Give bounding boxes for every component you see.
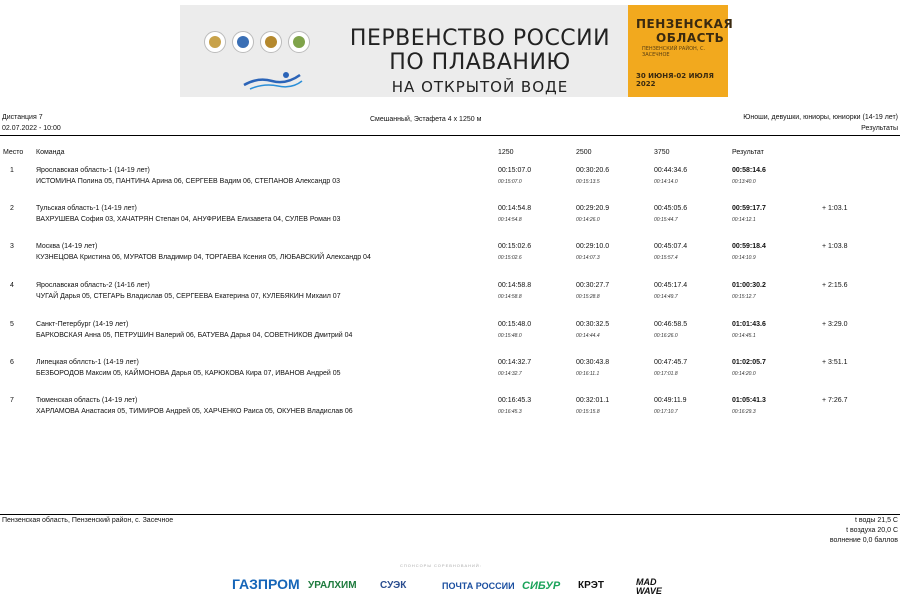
time-behind: + 3:29.0 [822, 321, 848, 328]
region-crest-icon [260, 31, 282, 53]
final-result: 01:02:05.7 [732, 359, 766, 366]
split-2500: 00:30:43.8 [576, 359, 610, 366]
time-behind: + 1:03.8 [822, 243, 848, 250]
col-split-3750: 3750 [654, 149, 670, 156]
leg-time-4: 00:14:10.9 [732, 255, 756, 261]
footer-divider [0, 514, 900, 515]
final-result: 01:00:30.2 [732, 282, 766, 289]
col-split-2500: 2500 [576, 149, 592, 156]
event-name: Смешанный, Эстафета 4 x 1250 м [370, 116, 482, 123]
leg-time-1: 00:14:54.8 [498, 217, 522, 223]
col-team: Команда [36, 149, 65, 156]
result-row [0, 166, 900, 198]
leg-time-4: 00:14:12.1 [732, 217, 756, 223]
result-row [0, 204, 900, 236]
result-row [0, 396, 900, 428]
place: 3 [10, 243, 14, 250]
leg-time-3: 00:17:01.8 [654, 371, 678, 377]
final-result: 00:58:14.6 [732, 167, 766, 174]
split-2500: 00:30:27.7 [576, 282, 610, 289]
ministry-logo-icon [204, 31, 226, 53]
leg-time-2: 00:15:13.5 [576, 179, 600, 185]
distance-label: Дистанция 7 [2, 114, 43, 121]
leg-time-4: 00:14:20.0 [732, 371, 756, 377]
banner-main [180, 5, 628, 97]
split-1250: 00:14:58.8 [498, 282, 532, 289]
region-badge [628, 5, 734, 97]
banner-title [340, 27, 620, 97]
leg-time-3: 00:14:14.0 [654, 179, 678, 185]
event-banner [180, 5, 734, 97]
team-members: ИСТОМИНА Полина 05, ПАНТИНА Арина 06, СЕРГЕЕВ Вадим 06, СТЕПАНОВ Александр 03 [36, 178, 340, 185]
result-row [0, 281, 900, 313]
partner-logos [204, 31, 310, 53]
team-members: ВАХРУШЕВА София 03, ХАЧАТРЯН Степан 04, АНУФРИЕВА Елизавета 04, СУЛЕВ Роман 03 [36, 216, 341, 223]
place: 1 [10, 167, 14, 174]
col-place: Место [3, 149, 24, 156]
wave-level: волнение 0,0 баллов [829, 537, 898, 544]
banner-title-line1: ПЕРВЕНСТВО РОССИИ [349, 26, 611, 51]
final-result: 01:05:41.3 [732, 397, 766, 404]
banner-title-line2: ПО ПЛАВАНИЮ [389, 50, 571, 75]
team-members: БАРКОВСКАЯ Анна 05, ПЕТРУШИН Валерий 06, БАТУЕВА Дарья 04, СОВЕТНИКОВ Дмитрий 04 [36, 332, 353, 339]
team-members: КУЗНЕЦОВА Кристина 06, МУРАТОВ Владимир 04, ТОРГАЕВА Ксения 05, ЛЮБАВСКИЙ Александр 04 [36, 254, 371, 261]
split-1250: 00:15:02.6 [498, 243, 532, 250]
region-emblem-icon [288, 31, 310, 53]
sponsor-sibur-logo: СИБУР [522, 580, 561, 592]
sponsor-suek-logo: СУЭК [380, 580, 407, 591]
leg-time-3: 00:15:57.4 [654, 255, 678, 261]
leg-time-1: 00:15:02.6 [498, 255, 522, 261]
leg-time-2: 00:14:07.3 [576, 255, 600, 261]
leg-time-4: 00:15:12.7 [732, 294, 756, 300]
leg-time-3: 00:14:49.7 [654, 294, 678, 300]
leg-time-1: 00:14:58.8 [498, 294, 522, 300]
split-1250: 00:15:48.0 [498, 321, 532, 328]
event-dates: 30 ИЮНЯ-02 ИЮЛЯ 2022 [636, 72, 714, 88]
header-divider [0, 135, 900, 136]
sponsor-madwave-logo: MAD WAVE [636, 577, 662, 596]
time-behind: + 7:26.7 [822, 397, 848, 404]
leg-time-2: 00:14:44.4 [576, 333, 600, 339]
team-name: Тульская область-1 (14-19 лет) [36, 205, 137, 212]
leg-time-2: 00:16:11.1 [576, 371, 600, 377]
split-1250: 00:14:54.8 [498, 205, 532, 212]
leg-time-3: 00:17:10.7 [654, 409, 678, 415]
event-datetime: 02.07.2022 - 10:00 [2, 125, 61, 132]
leg-time-1: 00:15:07.0 [498, 179, 522, 185]
region-name-line2: ОБЛАСТЬ [656, 31, 725, 45]
result-row [0, 358, 900, 390]
result-row [0, 242, 900, 274]
venue-location: Пензенская область, Пензенский район, с. Засечное [2, 517, 174, 524]
place: 5 [10, 321, 14, 328]
split-2500: 00:30:20.6 [576, 167, 610, 174]
time-behind: + 2:15.6 [822, 282, 848, 289]
split-2500: 00:29:20.9 [576, 205, 610, 212]
team-name: Санкт-Петербург (14-19 лет) [36, 321, 129, 328]
water-temperature: t воды 21,5 С [855, 517, 898, 524]
split-3750: 00:47:45.7 [654, 359, 688, 366]
region-location: ПЕНЗЕНСКИЙ РАЙОН, С. ЗАСЕЧНОЕ [642, 46, 706, 58]
team-name: Липецкая обллсть-1 (14-19 лет) [36, 359, 139, 366]
leg-time-4: 00:14:45.1 [732, 333, 756, 339]
place: 6 [10, 359, 14, 366]
split-3750: 00:45:05.6 [654, 205, 688, 212]
split-2500: 00:32:01.1 [576, 397, 610, 404]
split-3750: 00:44:34.6 [654, 167, 688, 174]
team-members: ХАРЛАМОВА Анастасия 05, ТИМИРОВ Андрей 05, ХАРЧЕНКО Раиса 05, ОКУНЕВ Владислав 06 [36, 408, 353, 415]
time-behind: + 1:03.1 [822, 205, 848, 212]
leg-time-4: 00:13:40.0 [732, 179, 756, 185]
team-name: Москва (14-19 лет) [36, 243, 98, 250]
final-result: 00:59:18.4 [732, 243, 766, 250]
leg-time-4: 00:16:29.3 [732, 409, 756, 415]
banner-title-line3: НА ОТКРЫТОЙ ВОДЕ [391, 78, 569, 96]
time-behind: + 3:51.1 [822, 359, 848, 366]
leg-time-1: 00:16:45.3 [498, 409, 522, 415]
split-1250: 00:15:07.0 [498, 167, 532, 174]
sponsor-gazprom-logo: ГАЗПРОМ [232, 576, 300, 592]
split-1250: 00:14:32.7 [498, 359, 532, 366]
sponsors-title: СПОНСОРЫ СОРЕВНОВАНИЙ: [400, 563, 482, 568]
sponsor-uralchem-logo: УРАЛХИМ [308, 580, 357, 591]
result-row [0, 320, 900, 352]
document-type: Результаты [861, 125, 898, 132]
leg-time-1: 00:15:48.0 [498, 333, 522, 339]
place: 7 [10, 397, 14, 404]
leg-time-2: 00:15:15.8 [576, 409, 600, 415]
split-3750: 00:45:07.4 [654, 243, 688, 250]
region-name-line1: ПЕНЗЕНСКАЯ [636, 17, 734, 31]
swimmer-icon [242, 67, 304, 91]
split-2500: 00:30:32.5 [576, 321, 610, 328]
leg-time-3: 00:16:26.0 [654, 333, 678, 339]
sponsor-russian-post-logo: ПОЧТА РОССИИ [442, 581, 515, 591]
sponsor-kret-logo: КРЭТ [578, 580, 604, 591]
team-name: Ярославская область-2 (14-16 лет) [36, 282, 150, 289]
air-temperature: t воздуха 20,0 С [846, 527, 898, 534]
final-result: 01:01:43.6 [732, 321, 766, 328]
split-3750: 00:46:58.5 [654, 321, 688, 328]
team-name: Ярославская область-1 (14-19 лет) [36, 167, 150, 174]
col-result: Результат [732, 149, 764, 156]
place: 4 [10, 282, 14, 289]
split-3750: 00:49:11.9 [654, 397, 687, 404]
leg-time-2: 00:15:28.8 [576, 294, 600, 300]
team-name: Тюменская область (14-19 лет) [36, 397, 138, 404]
place: 2 [10, 205, 14, 212]
team-members: БЕЗБОРОДОВ Максим 05, КАЙМОНОВА Дарья 05, КАРЮКОВА Кира 07, ИВАНОВ Андрей 05 [36, 370, 341, 377]
col-split-1250: 1250 [498, 149, 514, 156]
leg-time-1: 00:14:32.7 [498, 371, 522, 377]
leg-time-2: 00:14:26.0 [576, 217, 600, 223]
team-members: ЧУГАЙ Дарья 05, СТЕГАРЬ Владислав 05, СЕРГЕЕВА Екатерина 07, КУЛЕБЯКИН Михаил 07 [36, 293, 341, 300]
split-3750: 00:45:17.4 [654, 282, 688, 289]
split-1250: 00:16:45.3 [498, 397, 532, 404]
final-result: 00:59:17.7 [732, 205, 766, 212]
split-2500: 00:29:10.0 [576, 243, 610, 250]
federation-logo-icon [232, 31, 254, 53]
leg-time-3: 00:15:44.7 [654, 217, 678, 223]
category-label: Юноши, девушки, юниоры, юниорки (14-19 лет) [743, 114, 898, 121]
